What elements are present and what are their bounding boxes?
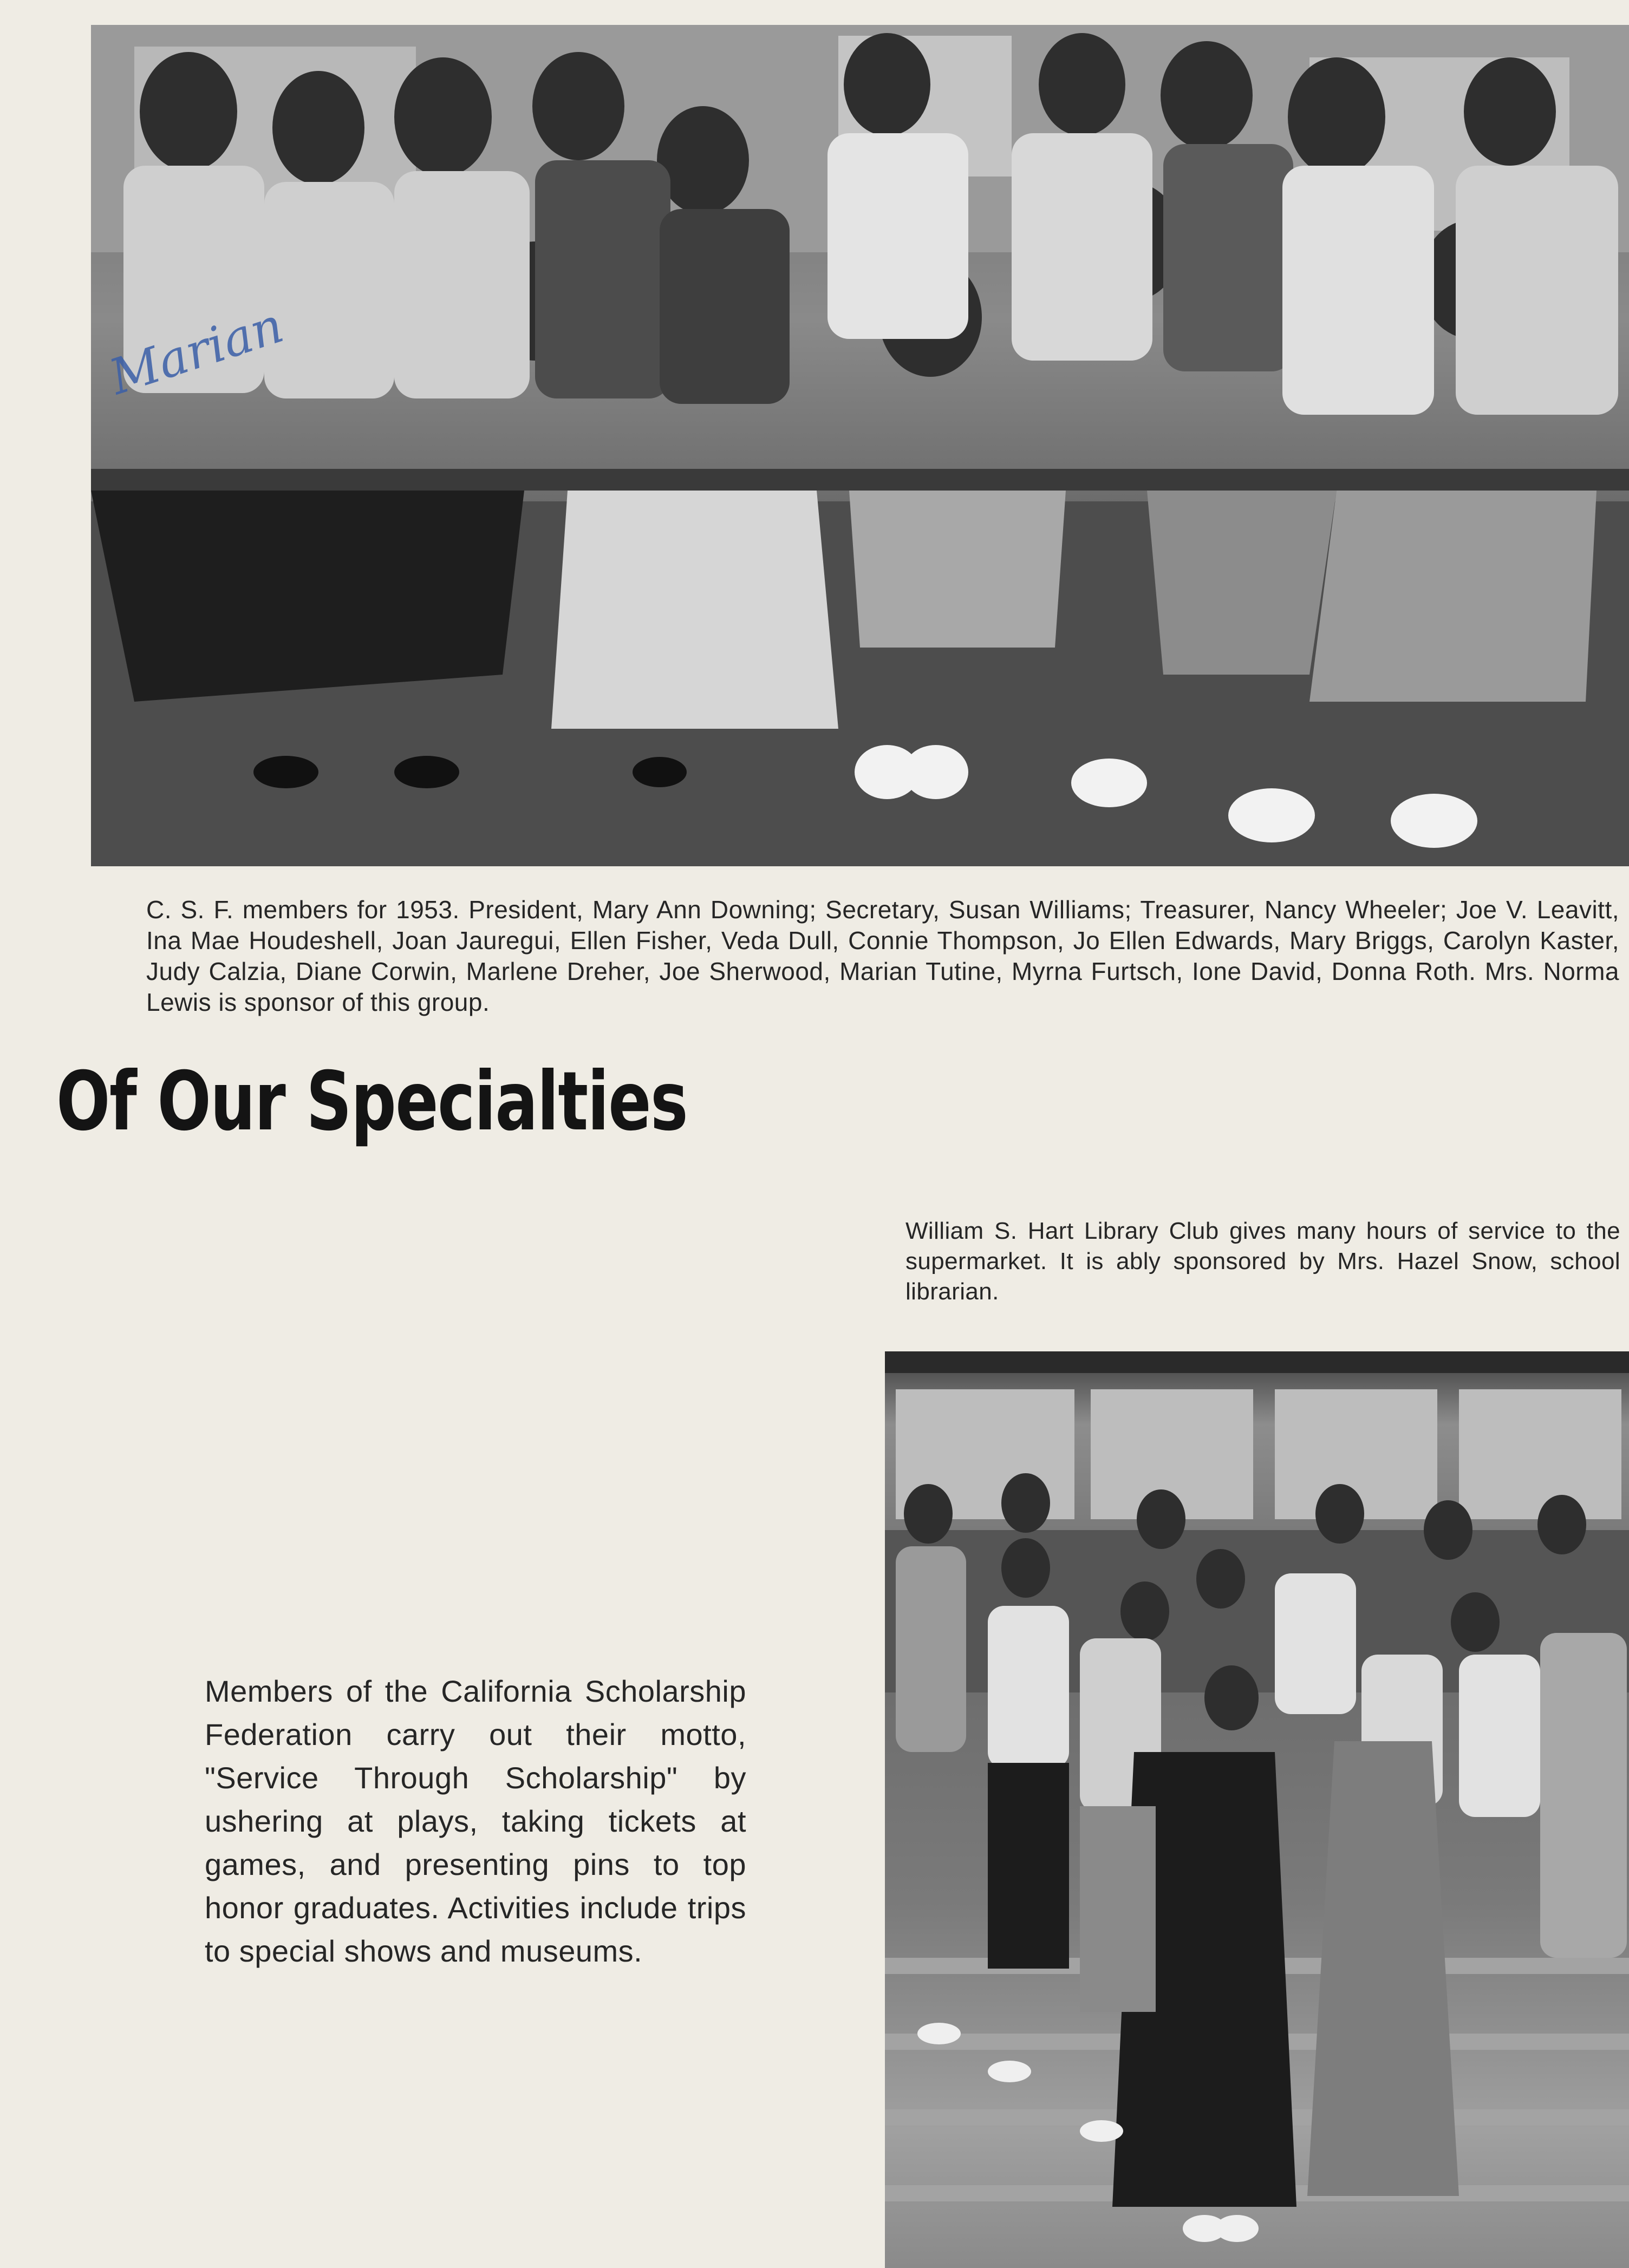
page-heading: Of Our Specialties bbox=[56, 1055, 688, 1149]
library-club-photo bbox=[885, 1351, 1629, 2268]
csf-description: Members of the California Scholarship Federation carry out their motto, "Service Through Scholarship" by ushering at plays, taking tickets at games, and presenting pins to top honor graduates. Activities include trips to special shows and museums. bbox=[205, 1674, 746, 1968]
csf-photo-figures bbox=[91, 25, 1629, 866]
csf-members-photo bbox=[91, 25, 1629, 866]
handwritten-signature: Marian bbox=[103, 297, 290, 406]
library-club-caption: William S. Hart Library Club gives many hours of service to the supermarket. It is ably sponsored by Mrs. Hazel Snow, school librarian. bbox=[905, 1218, 1620, 1305]
csf-photo-caption: C. S. F. members for 1953. President, Mary Ann Downing; Secretary, Susan Williams; Treasurer, Nancy Wheeler; Joe V. Leavitt, Ina Mae Houdeshell, Joan Jauregui, Ellen Fisher, Veda Dull, Connie Thompson, Jo Ellen Edwards, Mary Briggs, Carolyn Kaster, Judy Calzia, Diane Corwin, Marlene Dreher, Joe Sherwood, Marian Tutine, Myrna Furtsch, Ione David, Donna Roth. Mrs. Norma Lewis is sponsor of this group. bbox=[146, 896, 1619, 1016]
library-photo-figures bbox=[885, 1351, 1629, 2268]
